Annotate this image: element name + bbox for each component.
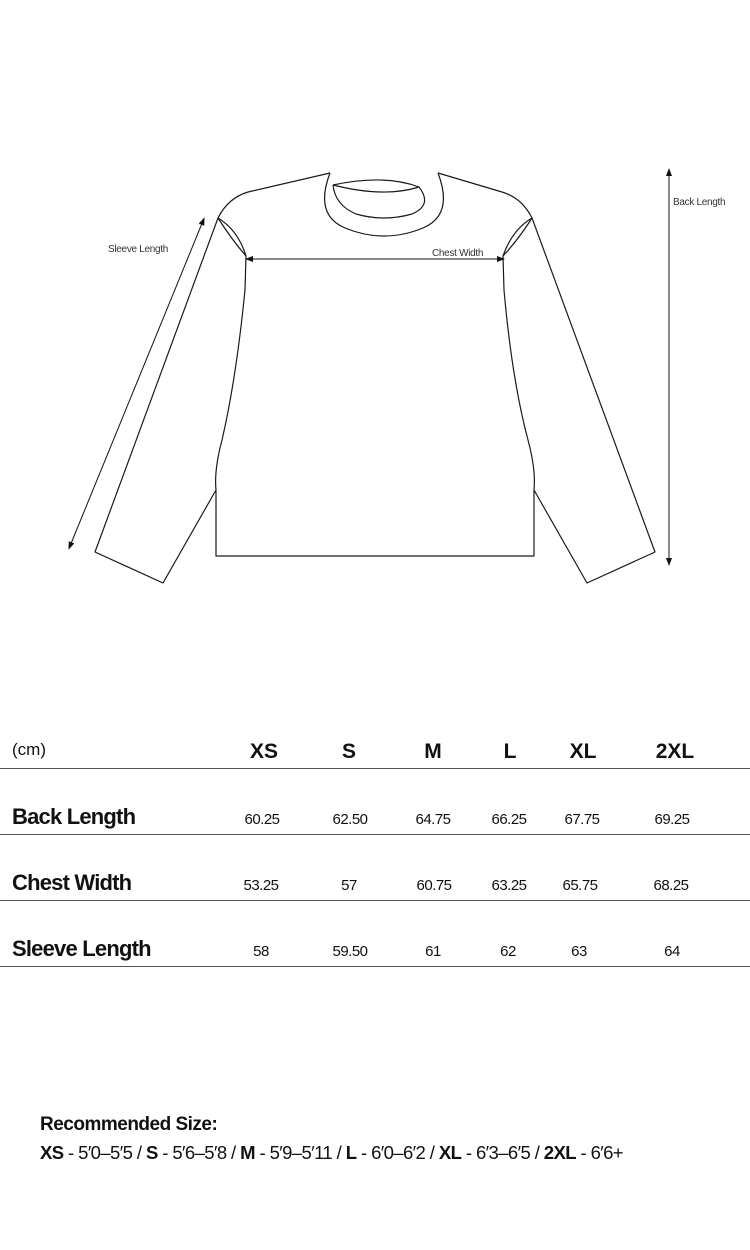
size-header-xl: XL [569,740,597,763]
rec-size: XL [438,1142,462,1163]
table-cell: 63.25 [491,877,527,894]
right-sleeve-outline [532,218,655,583]
row-label: Sleeve Length [12,936,151,961]
rec-size: L [345,1142,357,1163]
recommended-size-title: Recommended Size: [40,1114,218,1135]
row-label: Chest Width [12,870,132,895]
sleeve-length-label: Sleeve Length [108,244,169,255]
table-cell: 60.25 [244,811,280,828]
table-row-chest-width [0,835,750,901]
table-cell: 61 [425,943,441,960]
table-cell: 65.75 [562,877,598,894]
rec-size: S [145,1142,158,1163]
table-cell: 66.25 [491,811,527,828]
table-cell: 59.50 [332,943,368,960]
rec-size: 2XL [543,1142,576,1163]
collar-inner [333,185,425,218]
rec-range: 5′9–5′11 [269,1142,333,1163]
rec-range: 6′0–6′2 [371,1142,426,1163]
table-cell: 68.25 [653,877,689,894]
table-cell: 64.75 [415,811,451,828]
recommended-size-list: XS - 5′0–5′5 / S - 5′6–5′8 / M - 5′9–5′11 / L - 6′0–6′2 / XL - 6′3–6′5 / 2XL - 6′6+ [40,1142,624,1163]
rec-size: XS [40,1142,64,1163]
left-sleeve-outline [95,218,218,583]
table-cell: 57 [341,877,357,894]
table-cell: 64 [664,943,680,960]
table-row-sleeve-length [0,901,750,967]
rec-range: 6′6+ [590,1142,624,1163]
size-header-2xl: 2XL [655,740,695,763]
table-cell: 69.25 [654,811,690,828]
chest-width-label: Chest Width [432,248,484,259]
row-label: Back Length [12,804,136,829]
size-table [0,730,750,967]
size-header-m: M [424,740,442,763]
table-cell: 62.50 [332,811,368,828]
size-header-l: L [503,740,517,763]
table-cell: 53.25 [243,877,279,894]
size-header-s: S [341,740,357,763]
recommended-size-section [40,1114,740,1164]
table-header-row [0,730,750,769]
size-header-xs: XS [249,740,279,763]
rec-range: 5′6–5′8 [172,1142,227,1163]
back-length-label: Back Length [673,197,726,208]
longsleeve-outline [95,173,655,583]
garment-diagram [0,0,750,620]
table-cell: 58 [253,943,269,960]
table-cell: 62 [500,943,516,960]
table-row-back-length [0,769,750,835]
collar-back [333,180,419,187]
table-cell: 60.75 [416,877,452,894]
measure-lines [70,172,669,562]
body-outline [216,173,535,556]
unit-label: (cm) [12,740,46,759]
rec-size: M [240,1142,255,1163]
table-cell: 67.75 [564,811,600,828]
sleeve-length-arrow [70,221,203,546]
rec-range: 5′0–5′5 [78,1142,133,1163]
table-cell: 63 [571,943,587,960]
rec-range: 6′3–6′5 [475,1142,531,1163]
